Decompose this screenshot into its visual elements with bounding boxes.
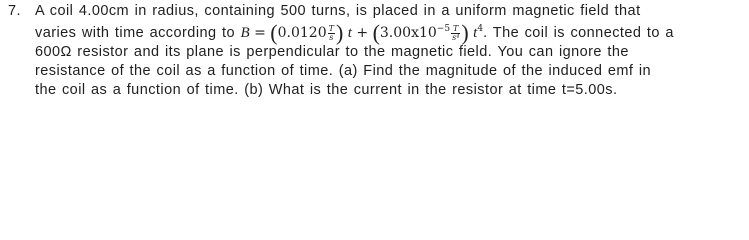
problem-7: [8, 2, 742, 100]
problem-text-line-4: resistance of the coil as a function of time. (a) Find the magnitude of the induced emf in: [35, 63, 652, 79]
eq-unit-fraction-1: $\frac{T}{s}$: [328, 23, 334, 42]
problem-text-line-5: the coil as a function of time. (b) What is the current in the resistor at time t=5.00s.: [35, 82, 618, 98]
eq-open-paren-1: (: [270, 20, 278, 45]
problem-line-5: [8, 81, 742, 100]
eq-exponent-2: −5: [436, 24, 451, 34]
problem-text-line-3: 600Ω resistor and its plane is perpendicular to the magnetic field. You can ignore the: [35, 44, 629, 60]
eq-plus-sign: +: [356, 25, 369, 41]
eq-b-symbol: B: [240, 25, 250, 41]
problem-number: 7.: [8, 3, 21, 19]
eq-equals-sign: =: [254, 25, 266, 41]
eq-open-paren-2: (: [372, 20, 380, 45]
eq-time-var-2: t: [473, 25, 478, 41]
eq-coefficient-2: 3.00x10: [379, 25, 437, 41]
problem-text-line-2-post: . The coil is connected to a: [483, 25, 674, 41]
problem-line-4: [8, 62, 742, 81]
eq-close-paren-2: ): [461, 20, 469, 45]
magnetic-field-equation: [240, 20, 484, 45]
problem-text-line-2-pre: varies with time according to: [35, 25, 235, 41]
eq-close-paren-1: ): [335, 20, 344, 45]
problem-line-3: [8, 43, 742, 62]
problem-text-line-1: A coil 4.00cm in radius, containing 500 turns, is placed in a uniform magnetic field that: [35, 3, 641, 19]
problem-line-1: [8, 2, 742, 21]
eq-unit-fraction-2: $\frac{T}{\text{s⁴}}$: [452, 23, 460, 42]
eq-time-exponent: 4: [477, 24, 484, 34]
problem-line-2: [8, 22, 742, 44]
eq-time-var-1: t: [347, 25, 352, 41]
eq-coefficient-1: 0.0120: [277, 25, 327, 41]
